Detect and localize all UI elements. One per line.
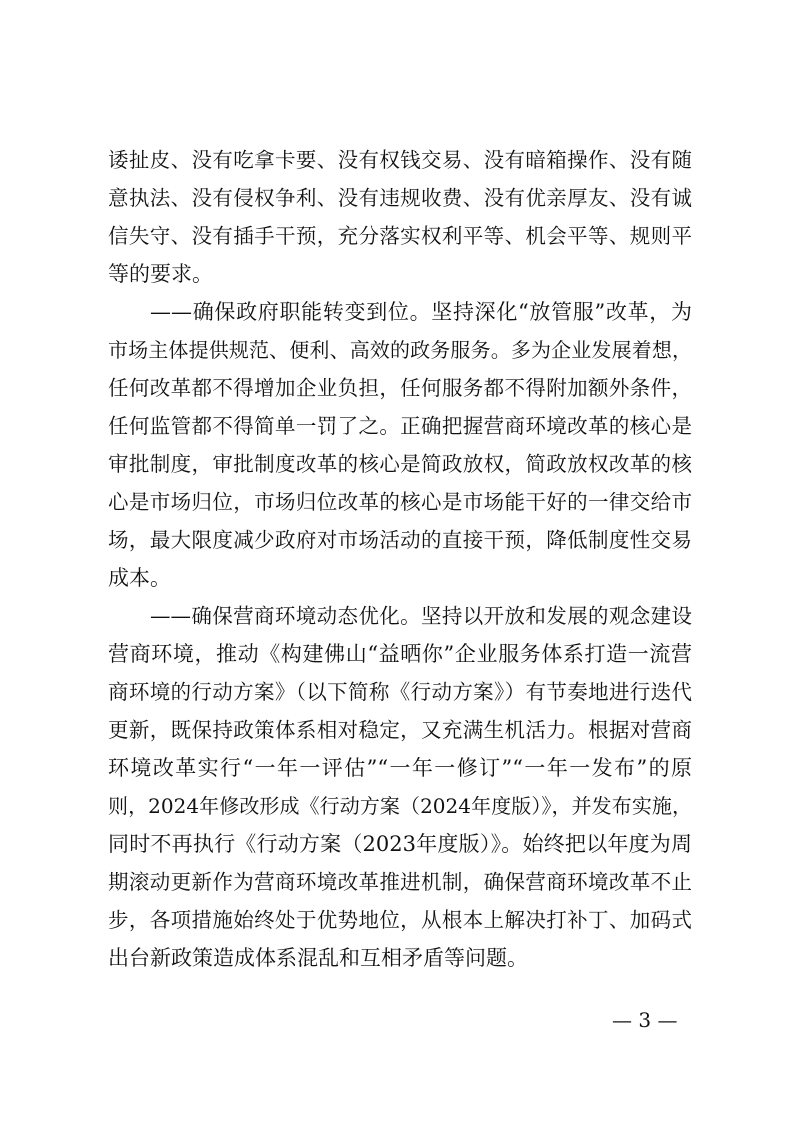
text-line: 信失守、没有插手干预，充分落实权利平等、机会平等、规则平 xyxy=(108,224,692,248)
text-line: 等的要求。 xyxy=(108,262,213,286)
text-line: 诿扯皮、没有吃拿卡要、没有权钱交易、没有暗箱操作、没有随 xyxy=(108,148,692,172)
text-line: 同时不再执行《行动方案（2023年度版）》。始终把以年度为周 xyxy=(108,832,692,856)
text-line: 则，2024年修改形成《行动方案（2024年度版）》，并发布实施， xyxy=(108,794,692,818)
text-line: 审批制度，审批制度改革的核心是简政放权，简政放权改革的核 xyxy=(108,452,692,476)
text-line: 场，最大限度减少政府对市场活动的直接干预，降低制度性交易 xyxy=(108,528,692,552)
text-line: 市场主体提供规范、便利、高效的政务服务。多为企业发展着想， xyxy=(108,338,692,362)
text-line: 步，各项措施始终处于优势地位，从根本上解决打补丁、加码式 xyxy=(108,908,692,932)
text-line: 成本。 xyxy=(108,566,171,590)
text-line: 意执法、没有侵权争利、没有违规收费、没有优亲厚友、没有诚 xyxy=(108,186,692,210)
text-line: ——确保政府职能转变到位。坚持深化“放管服”改革，为 xyxy=(150,300,692,324)
text-line: 心是市场归位，市场归位改革的核心是市场能干好的一律交给市 xyxy=(108,490,692,514)
text-line: 环境改革实行“一年一评估”“一年一修订”“一年一发布”的原 xyxy=(108,756,692,780)
text-line: 营商环境，推动《构建佛山“益晒你”企业服务体系打造一流营 xyxy=(108,642,692,666)
text-line: 商环境的行动方案》（以下简称《行动方案》）有节奏地进行迭代 xyxy=(108,680,692,704)
text-line: 任何监管都不得简单一罚了之。正确把握营商环境改革的核心是 xyxy=(108,414,692,438)
text-line: 任何改革都不得增加企业负担，任何服务都不得附加额外条件， xyxy=(108,376,692,400)
page-number: — 3 — xyxy=(612,1008,678,1032)
text-line: 期滚动更新作为营商环境改革推进机制，确保营商环境改革不止 xyxy=(108,870,692,894)
text-line: 更新，既保持政策体系相对稳定，又充满生机活力。根据对营商 xyxy=(108,718,692,742)
text-line: ——确保营商环境动态优化。坚持以开放和发展的观念建设 xyxy=(150,604,692,628)
text-line: 出台新政策造成体系混乱和互相矛盾等问题。 xyxy=(108,946,528,970)
